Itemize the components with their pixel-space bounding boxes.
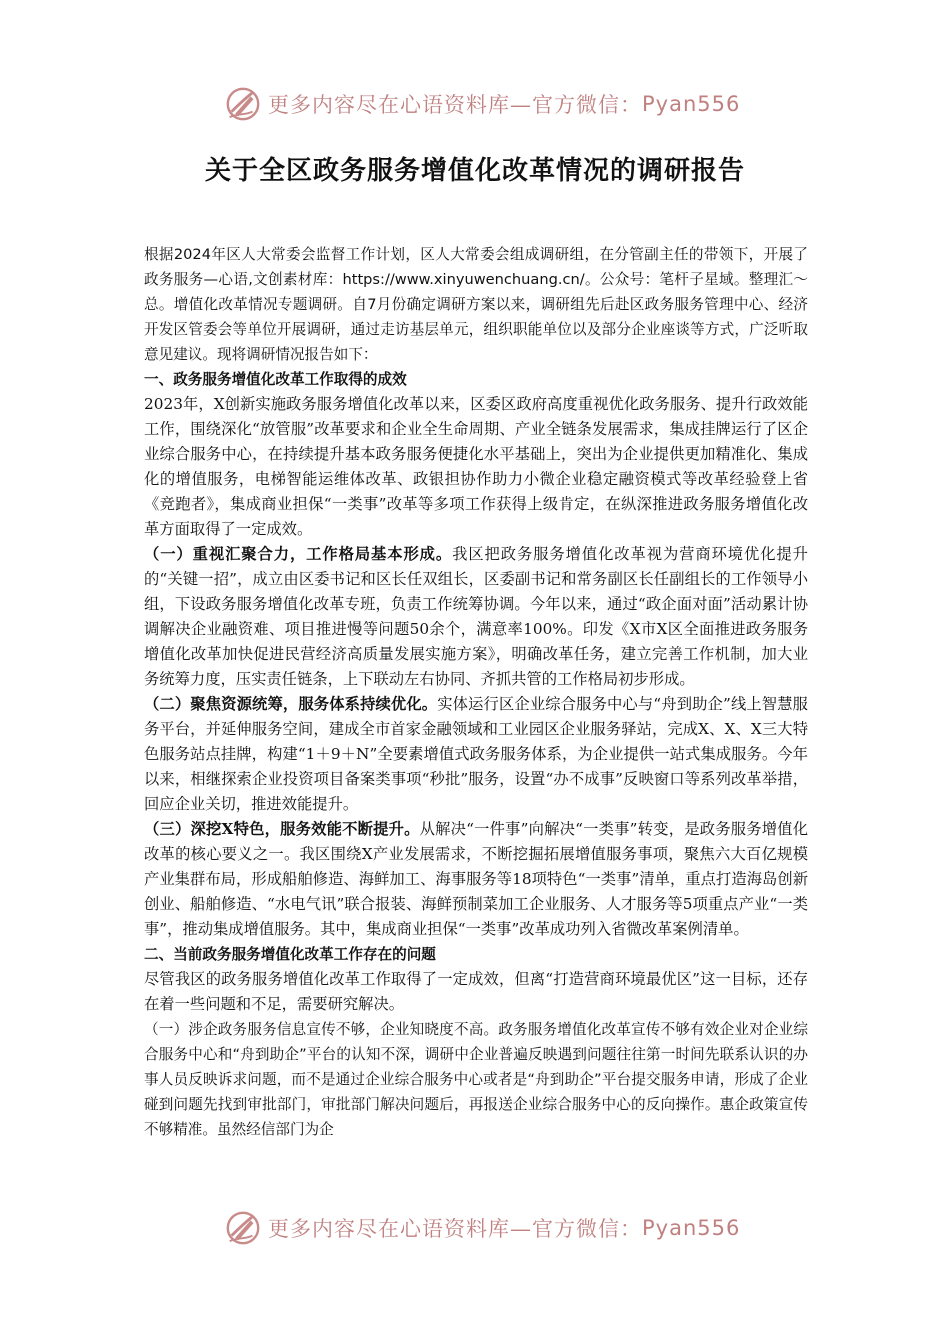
header-banner — [224, 84, 744, 124]
item-text: 我区把政务服务增值化改革视为营商环境优化提升的“关键一招”，成立由区委书记和区长任双组长，区委副书记和常务副区长任副组长的工作领导小组，下设政务服务增值化改革专班，负责工作统筹协调。今年以来，通过“政企面对面”活动累计协调解决企业融资难、项目推进慢等问题50余个，满意率100%。印发《X市X区全面推进政务服务增值化改革加快促进民营经济高质量发展实施方案》，明确改革任务，建立完善工作机制，加大业务统筹力度，压实责任链条，上下联动左右协同、齐抓共管的工作格局初步形成。 — [144, 545, 808, 688]
pen-logo-icon — [224, 1209, 262, 1247]
item-lead: （一）重视汇聚合力，工作格局基本形成。 — [144, 545, 453, 563]
item-text: 实体运行区企业综合服务中心与“舟到助企”线上智慧服务平台，并延伸服务空间，建成全市首家金融领域和工业园区企业服务驿站，完成X、X、X三大特色服务站点挂牌，构建“1＋9＋N”全要素增值式政务服务体系，为企业提供一站式集成服务。今年以来，相继探索企业投资项目备案类事项“秒批”服务，设置“办不成事”反映窗口等系列改革举措，回应企业关切，推进效能提升。 — [144, 695, 808, 813]
section1-item-3 — [144, 817, 808, 942]
section1-body: 2023年，X创新实施政务服务增值化改革以来，区委区政府高度重视优化政务服务、提升行政效能工作，围绕深化“放管服”改革要求和企业全生命周期、产业全链条发展需求，集成挂牌运行了区企业综合服务中心，在持续提升基本政务服务便捷化水平基础上，突出为企业提供更加精准化、集成化的增值服务，电梯智能运维体改革、政银担协作助力小微企业稳定融资模式等改革经验登上省《竞跑者》，集成商业担保“一类事”改革等多项工作获得上级肯定，在纵深推进政务服务增值化改革方面取得了一定成效。 — [144, 395, 808, 538]
item-lead: （三）深挖X特色，服务效能不断提升。 — [144, 820, 420, 838]
document-body — [144, 242, 808, 1142]
page-title: 关于全区政务服务增值化改革情况的调研报告 — [204, 156, 745, 186]
intro-paragraph: 根据2024年区人大常委会监督工作计划，区人大常委会组成调研组，在分管副主任的带领下，开展了政务服务—心语,文创素材库：https://www.xinyuwenchuang.cn/。公众号：笔杆子星域。整理汇～总。增值化改革情况专题调研。自7月份确定调研方案以来，调研组先后赴区政务服务管理中心、经济开发区管委会等单位开展调研，通过走访基层单元，组织职能单位以及部分企业座谈等方式，广泛听取意见建议。现将调研情况报告如下： — [144, 246, 808, 363]
banner-wechat-id: Pyan556 — [642, 92, 741, 116]
section2-body: 尽管我区的政务服务增值化改革工作取得了一定成效，但离“打造营商环境最优区”这一目标，还存在着一些问题和不足，需要研究解决。 — [144, 970, 808, 1013]
section1-item-2 — [144, 692, 808, 817]
banner-wechat-id: Pyan556 — [642, 1216, 741, 1240]
section2-item-1: （一）涉企政务服务信息宣传不够，企业知晓度不高。政务服务增值化改革宣传不够有效企业对企业综合服务中心和“舟到助企”平台的认知不深，调研中企业普遍反映遇到问题往往第一时间先联系认识的办事人员反映诉求问题，而不是通过企业综合服务中心或者是“舟到助企”平台提交服务申请，形成了企业碰到问题先找到审批部门，审批部门解决问题后，再报送企业综合服务中心的反向操作。惠企政策宣传不够精准。虽然经信部门为企 — [144, 1021, 808, 1138]
item-lead: （二）聚焦资源统筹，服务体系持续优化。 — [144, 695, 438, 713]
section1-item-1 — [144, 542, 808, 692]
banner-text: 更多内容尽在心语资料库—官方微信： — [268, 93, 642, 117]
footer-banner — [224, 1208, 744, 1248]
section2-heading: 二、当前政务服务增值化改革工作存在的问题 — [144, 946, 436, 963]
banner-text: 更多内容尽在心语资料库—官方微信： — [268, 1217, 642, 1241]
section1-heading: 一、政务服务增值化改革工作取得的成效 — [144, 371, 407, 388]
pen-logo-icon — [224, 85, 262, 123]
item-text: 从解决“一件事”向解决“一类事”转变，是政务服务增值化改革的核心要义之一。我区围绕X产业发展需求，不断挖掘拓展增值服务事项，聚焦六大百亿规模产业集群布局，形成船舶修造、海鲜加工、海事服务等18项特色“一类事”清单，重点打造海岛创新创业、船舶修造、“水电气讯”联合报装、海鲜预制菜加工企业服务、人才服务等5项重点产业“一类事”，推动集成增值服务。其中，集成商业担保“一类事”改革成功列入省微改革案例清单。 — [144, 820, 808, 938]
